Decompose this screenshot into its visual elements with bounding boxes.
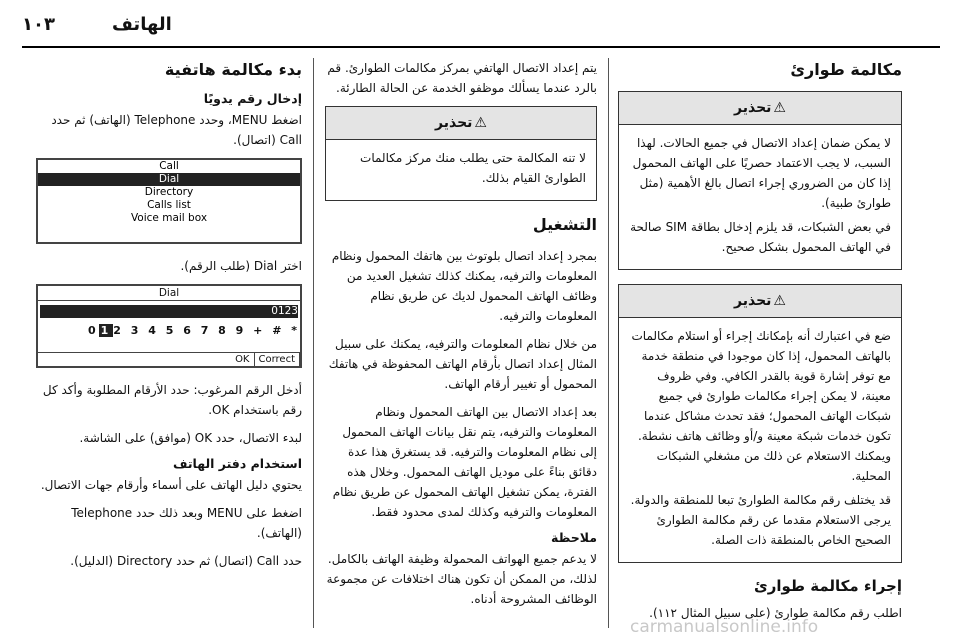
warning-icon: ⚠ xyxy=(474,115,487,131)
left-column xyxy=(36,58,302,579)
body-text: يحتوي دليل الهاتف على أسماء وأرقام جهات الاتصال. xyxy=(40,478,302,492)
warning-text: قد يختلف رقم مكالمة الطوارئ تبعا للمنطقة والدولة. يرجى الاستعلام مقدما عن رقم مكالمة الطوارئ الصحيح الخاص بالمنطقة ذات الصلة. xyxy=(630,493,891,547)
call-menu-screen xyxy=(36,158,302,244)
menu-item-calls-list[interactable]: Calls list xyxy=(147,199,191,211)
watermark: carmanualsonline.info xyxy=(630,617,819,637)
note-text: لا يدعم جميع الهواتف المحمولة وظيفة الهاتف بالكامل. لذلك، من الممكن أن تكون هناك اختلافات عن مجموعة الوظائف المشروحة أدناه. xyxy=(326,552,597,606)
menu-item-directory[interactable]: Directory xyxy=(144,186,194,198)
start-call-heading: بدء مكالمة هاتفية xyxy=(164,60,302,79)
column-divider-right xyxy=(608,58,609,628)
operation-heading: التشغيل xyxy=(532,215,597,234)
phonebook-heading: استخدام دفتر الهاتف xyxy=(172,456,302,471)
page-title: الهاتف xyxy=(112,14,172,35)
warning-header: ⚠تحذير xyxy=(619,285,901,318)
body-text: من خلال نظام المعلومات والترفيه، يمكنك على سبيل المثال إعداد اتصال بأرقام الهاتف المحفوظة في هاتفك المحمول أو تغيير أرقام الهاتف. xyxy=(328,337,597,391)
body-text: اطلب رقم مكالمة طوارئ (على سبيل المثال ١١٢). xyxy=(649,606,902,620)
body-text: بمجرد إعداد اتصال بلوتوث بين هاتفك المحمول ونظام المعلومات والترفيه، يمكنك كذلك تشغيل العديد من وظائف الهاتف المحمول لديك عن طريق نظام المعلومات والترفيه. xyxy=(331,249,597,323)
digit-selector[interactable]: 0 1 2 3 4 5 6 7 8 9 + # * xyxy=(87,324,300,337)
right-column xyxy=(618,58,902,631)
warning-box xyxy=(618,91,902,270)
body-text: أدخل الرقم المرغوب: حدد الأرقام المطلوبة وأكد كل رقم باستخدام OK. xyxy=(42,383,302,417)
body-text: يتم إعداد الاتصال الهاتفي بمركز مكالمات الطوارئ. قم بالرد عندما يسألك موظفو الخدمة عن الحالة الطارئة. xyxy=(327,61,597,95)
warning-box xyxy=(618,284,902,563)
warning-text: ضع في اعتبارك أنه بإمكانك إجراء أو استلام مكالمات بالهاتف المحمول، إذا كان موجودا في منطقة خدمة مع توفر إشارة قوية بالقدر الكافي. وفي ظروف معينة، لا يمكن إجراء مكالمات طوارئ في جميع شبكات الهاتف المحمول؛ فقد تحدث مشاكل عندما تكون خدمات شبكة معينة و/أو وظائف هاتف نشطة. ويمكنك الاستعلام عن ذلك من مشغلي الشبكات المحلية. xyxy=(631,329,891,483)
ok-softkey[interactable]: OK xyxy=(231,353,254,366)
menu-title: Call xyxy=(159,160,179,172)
body-text: حدد Call (اتصال) ثم حدد Directory (الدليل). xyxy=(70,554,302,568)
warning-box xyxy=(325,106,597,201)
middle-column xyxy=(325,58,597,617)
dial-screen xyxy=(36,284,302,368)
digit-selected[interactable]: 1 xyxy=(100,324,112,337)
dial-screen-title: Dial xyxy=(38,286,300,301)
body-text: بعد إعداد الاتصال بين الهاتف المحمول ونظام المعلومات والترفيه، يتم نقل بيانات الهاتف المحمول إلى نظام المعلومات والترفيه. قد يستغرق هذا عدة دقائق بناءً على موديل الهاتف المحمول. وخلال هذه الفترة، يمكن تشغيل الهاتف المحمول عن طريق نظام المعلومات والترفيه وكذلك لمدى محدود فقط. xyxy=(332,405,597,519)
dial-number-input[interactable]: 0123 xyxy=(40,305,298,318)
emergency-call-heading: مكالمة طوارئ xyxy=(790,60,902,79)
body-text: اختر Dial (طلب الرقم). xyxy=(180,259,302,273)
warning-icon: ⚠ xyxy=(773,293,786,309)
warning-text: لا يمكن ضمان إعداد الاتصال في جميع الحالات. لهذا السبب، لا يجب الاعتماد حصريًا على الهاتف المحمول إذا كان من الضروري إجراء اتصال بالغ الأهمية (مثل طوارئ طبية). xyxy=(632,136,891,210)
dial-softkeys xyxy=(38,352,300,366)
warning-text: لا تنه المكالمة حتى يطلب منك مركز مكالمات الطوارئ القيام بذلك. xyxy=(360,151,586,185)
column-divider-left xyxy=(313,58,314,628)
make-emergency-call-heading: إجراء مكالمة طوارئ xyxy=(753,577,902,595)
header-rule xyxy=(22,46,940,48)
warning-icon: ⚠ xyxy=(773,100,786,116)
warning-header: ⚠تحذير xyxy=(619,92,901,125)
page-header xyxy=(0,0,960,52)
body-text: اضغط MENU، وحدد Telephone (الهاتف) ثم حدد Call (اتصال). xyxy=(51,113,302,147)
manual-entry-heading: إدخال رقم يدويًا xyxy=(203,91,302,106)
page-number: ١٠٣ xyxy=(22,14,55,35)
menu-item-voice-mail[interactable]: Voice mail box xyxy=(130,212,208,224)
body-text: لبدء الاتصال، حدد OK (موافق) على الشاشة. xyxy=(79,431,302,445)
warning-header: ⚠تحذير xyxy=(326,107,596,140)
menu-item-dial[interactable]: Dial xyxy=(38,173,300,186)
correct-softkey[interactable]: Correct xyxy=(255,353,301,366)
warning-text: في بعض الشبكات، قد يلزم إدخال بطاقة SIM صالحة في الهاتف المحمول بشكل صحيح. xyxy=(630,220,891,254)
note-heading: ملاحظة xyxy=(551,530,597,545)
body-text: اضغط على MENU وبعد ذلك حدد Telephone (الهاتف). xyxy=(71,506,302,540)
